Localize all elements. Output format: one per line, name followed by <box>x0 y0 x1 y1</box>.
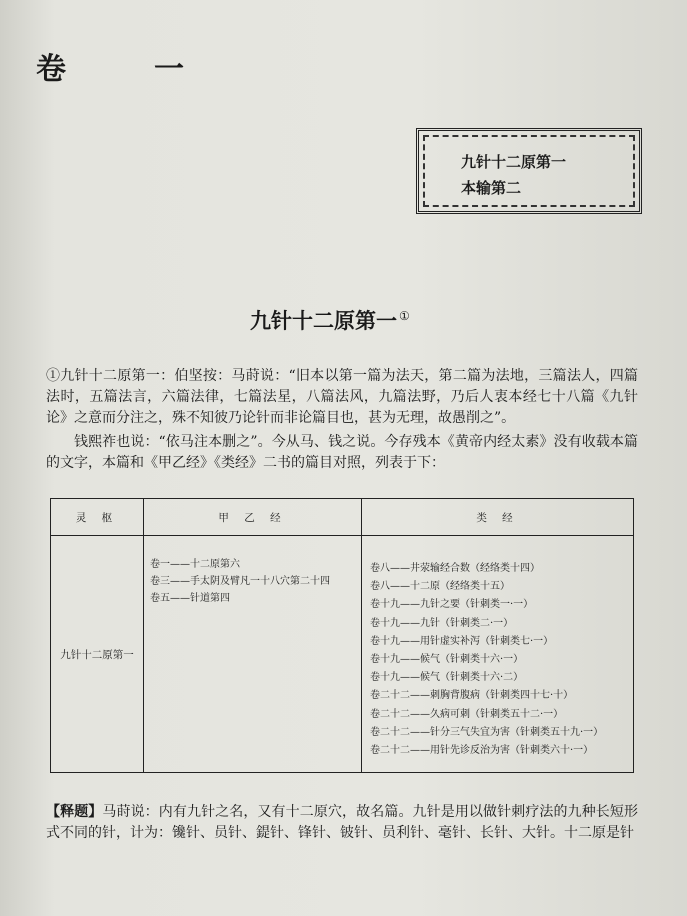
volume-prefix: 卷 <box>36 52 66 87</box>
note-paragraph-2: 钱熙祚也说：“依马注本删之”。今从马、钱之说。今存残本《黄帝内经太素》没有收载本篇的文字，本篇和《甲乙经》《类经》二书的篇目对照，列表于下： <box>46 434 638 471</box>
comparison-table <box>50 498 634 773</box>
list-item: 卷十九——九针（针刺类二·一） <box>370 617 514 629</box>
volume-heading <box>36 44 184 88</box>
chapter-contents-inner <box>423 135 635 207</box>
cell-leijing <box>362 536 634 773</box>
chapter-contents-box <box>416 128 642 214</box>
cell-lingshu: 九针十二原第一 <box>51 536 144 773</box>
cell-jiayi <box>144 536 362 773</box>
list-item: 卷二十二——用针先诊反治为害（针刺类六十·一） <box>370 745 594 757</box>
list-item: 卷八——井荥输经合数（经络类十四） <box>370 563 540 574</box>
chapter-title-text: 九针十二原第一 <box>250 308 397 333</box>
explanation-label: 【释题】 <box>46 804 103 820</box>
explanation-paragraph <box>46 802 638 844</box>
header-leijing: 类 经 <box>362 499 634 536</box>
contents-line-1: 九针十二原第一 <box>461 153 567 171</box>
list-item: 卷一——十二原第六 <box>150 559 240 570</box>
list-item: 卷十九——候气（针刺类十六·二） <box>370 672 524 684</box>
chapter-title <box>250 305 410 335</box>
list-item: 卷二十二——针分三气失宜为害（针刺类五十九·一） <box>370 726 604 738</box>
explanation-text: 马莳说：内有九针之名，又有十二原穴，故名篇。九针是用以做针刺疗法的九种长短形式不同的针，计为：镵针、员针、鍉针、锋针、铍针、员利针、毫针、长针、大针。十二原是针 <box>46 804 638 841</box>
list-item: 卷三——手太阴及臂凡一十八穴第二十四 <box>150 576 330 587</box>
list-item: 卷八——十二原（经络类十五） <box>370 581 510 593</box>
list-item: 卷二十二——久病可刺（针刺类五十二·一） <box>370 708 564 720</box>
header-jiayi: 甲 乙 经 <box>144 499 362 536</box>
note-paragraph-1: ①九针十二原第一：伯坚按：马莳说：“旧本以第一篇为法天，第二篇为法地，三篇法人，四篇法时，五篇法言，六篇法律，七篇法星，八篇法风，九篇法野，乃后人衷本经七十八篇《九针论》之意而分注之，殊不知彼乃论针而非论篇目也，甚为无理，故愚削之”。 <box>46 368 638 426</box>
footnote-mark: ① <box>399 309 410 323</box>
table-header-row <box>51 499 634 536</box>
volume-number: 一 <box>154 52 184 87</box>
header-lingshu: 灵 枢 <box>51 499 144 536</box>
list-item: 卷五——针道第四 <box>150 593 230 604</box>
contents-line-2: 本输第二 <box>461 179 522 197</box>
list-item: 卷十九——候气（针刺类十六·一） <box>370 654 524 666</box>
list-item: 卷十九——九针之要（针刺类一·一） <box>370 599 534 611</box>
list-item: 卷二十二——刺胸背腹病（针刺类四十七·十） <box>370 690 574 702</box>
list-item: 卷十九——用针虚实补泻（针刺类七·一） <box>370 635 554 647</box>
table-row <box>51 536 634 773</box>
